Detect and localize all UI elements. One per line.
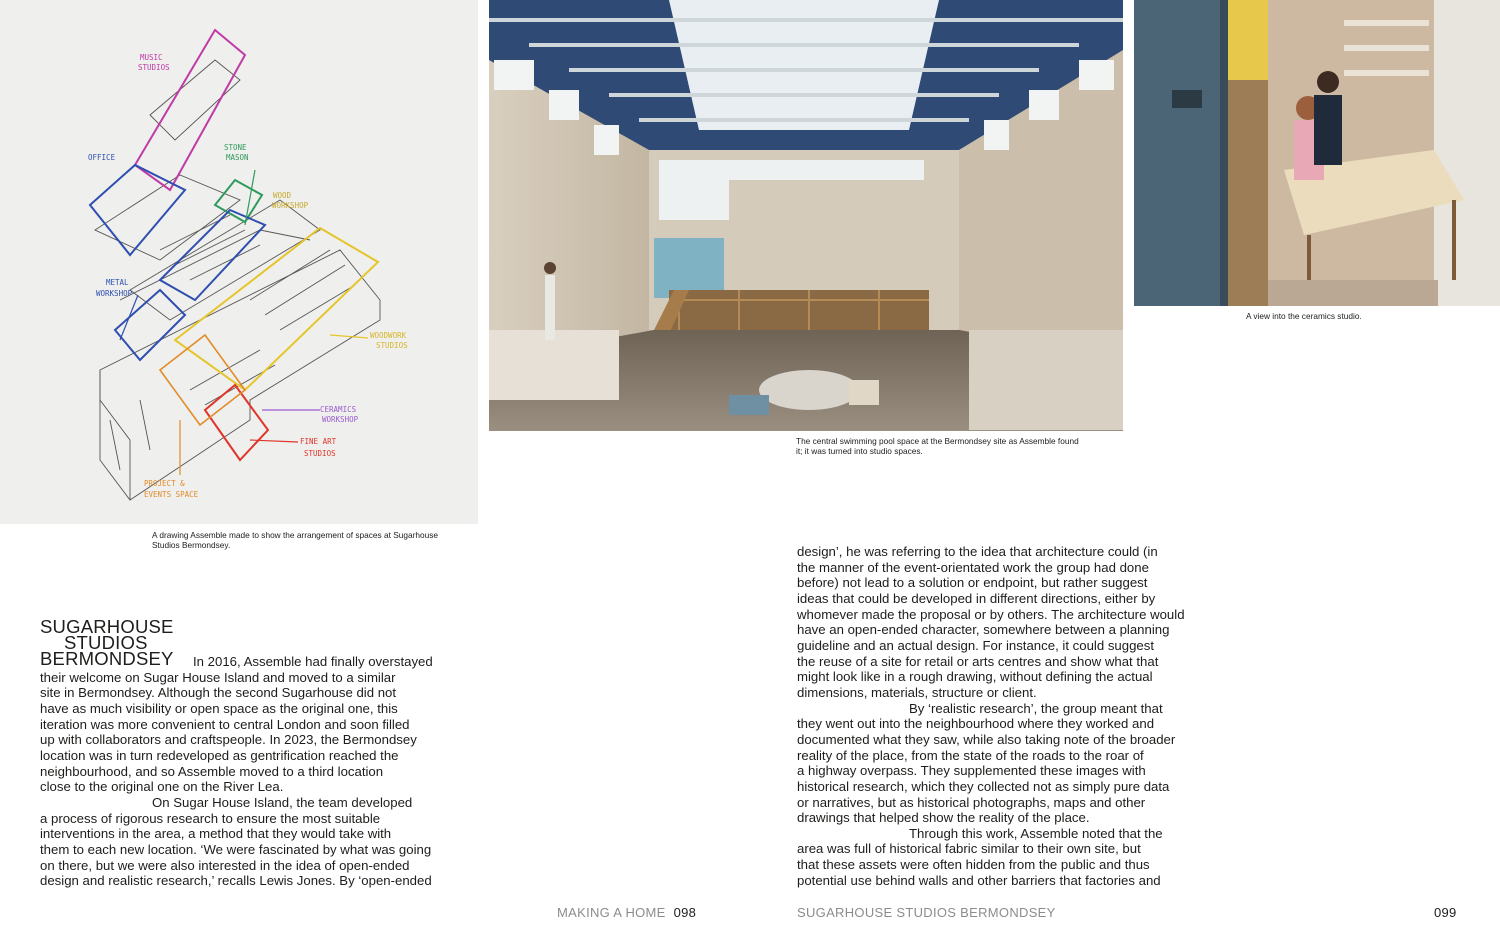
pool-hall-photo (489, 0, 1123, 431)
body-line: close to the original one on the River Lea. (40, 779, 284, 795)
label-woodwork: WOODWORK (370, 331, 407, 340)
drawing-caption-line-1: A drawing Assemble made to show the arrangement of spaces at Sugarhouse (152, 530, 438, 540)
body-line: dimensions, materials, structure or client. (797, 684, 1037, 700)
body-line: have as much visibility or open space as the original one, this (40, 700, 398, 716)
axonometric-drawing-svg (0, 0, 478, 524)
drawing-caption (152, 530, 438, 550)
body-line: historical research, which they collected not as simply pure data (797, 778, 1170, 794)
right-footer-section-wrap (797, 905, 1056, 920)
label-music: MUSIC (140, 53, 163, 62)
drawing-caption-line-2: Studios Bermondsey. (152, 540, 231, 550)
heading-line-2: STUDIOS (64, 632, 148, 653)
body-line: site in Bermondsey. Although the second Sugarhouse did not (40, 685, 397, 701)
body-line: interventions in the area, a method that they would take with (40, 826, 392, 842)
zone-woodwork (175, 228, 378, 390)
svg-text:WORKSHOP: WORKSHOP (272, 201, 309, 210)
body-line: they went out into the neighbourhood where they worked and (797, 716, 1155, 732)
body-line: By ‘realistic research’, the group meant that (909, 700, 1163, 716)
ceramics-caption: A view into the ceramics studio. (1246, 311, 1362, 321)
svg-text:MASON: MASON (226, 153, 249, 162)
pool-caption-line-2: it; it was turned into studio spaces. (796, 446, 923, 456)
body-line: up with collaborators and craftspeople. In 2023, the Bermondsey (40, 732, 417, 748)
left-body-text (40, 654, 480, 889)
body-line: design’, he was referring to the idea that architecture could (in (797, 544, 1158, 559)
label-metal: METAL (106, 278, 129, 287)
label-wood: WOOD (273, 191, 292, 200)
body-line: the reuse of a site for retail or arts centres and show what that (797, 653, 1159, 669)
body-line: design and realistic research,’ recalls Lewis Jones. By ‘open-ended (40, 873, 432, 889)
body-line: have an open-ended character, somewhere between a planning (797, 622, 1170, 638)
body-line: iteration was more convenient to central London and soon filled (40, 716, 410, 732)
svg-text:WORKSHOP: WORKSHOP (322, 415, 359, 424)
heading-line-3: BERMONDSEY (40, 648, 174, 669)
label-stone: STONE (224, 143, 247, 152)
body-line: a highway overpass. They supplemented these images with (797, 763, 1146, 779)
left-page-number: 098 (673, 905, 697, 920)
body-line: potential use behind walls and other barriers that factories and (797, 872, 1161, 888)
body-line: drawings that helped show the reality of the place. (797, 810, 1090, 826)
svg-text:WORKSHOP: WORKSHOP (96, 289, 133, 298)
body-line: a process of rigorous research to ensure the most suitable (40, 810, 381, 826)
right-page-number: 099 (1434, 905, 1457, 920)
body-line: reality of the place, from the state of the roads to the roar of (797, 747, 1144, 763)
body-line: their welcome on Sugar House Island and moved to a similar (40, 669, 396, 685)
pool-hall-photo-svg (489, 0, 1123, 431)
body-line: the manner of the event-orientated work the group had done (797, 559, 1149, 575)
body-line: might look like in a rough drawing, without defining the actual (797, 669, 1153, 685)
body-line: before) not lead to a solution or endpoint, but rather suggest (797, 575, 1148, 591)
label-ceramics: CERAMICS (320, 405, 357, 414)
label-project: PROJECT & (144, 479, 185, 488)
body-line: documented what they saw, while also taking note of the broader (797, 731, 1176, 747)
body-line: Through this work, Assemble noted that the (909, 825, 1163, 841)
right-body-text (797, 544, 1237, 888)
label-office: OFFICE (88, 153, 116, 162)
left-footer-section: MAKING A HOME (557, 905, 666, 920)
body-line: location was in turn redeveloped as gentrification reached the (40, 747, 399, 763)
svg-text:STUDIOS: STUDIOS (138, 63, 170, 72)
body-line: In 2016, Assemble had finally overstayed (193, 654, 433, 669)
svg-text:STUDIOS: STUDIOS (304, 449, 336, 458)
heading-line-1: SUGARHOUSE (40, 616, 174, 637)
body-line: or narratives, but as historical photographs, maps and other (797, 794, 1146, 810)
axonometric-drawing (0, 0, 478, 524)
body-line: them to each new location. ‘We were fascinated by what was going (40, 841, 432, 857)
zone-office (90, 165, 185, 255)
right-footer-section: SUGARHOUSE STUDIOS BERMONDSEY (797, 905, 1056, 920)
body-line: on there, but we were also interested in the idea of open-ended (40, 857, 410, 873)
label-fineart: FINE ART (300, 437, 337, 446)
body-line: ideas that could be developed in different directions, either by (797, 590, 1156, 606)
pool-caption-line-1: The central swimming pool space at the Bermondsey site as Assemble found (796, 436, 1079, 446)
body-line: area was full of historical fabric similar to their own site, but (797, 841, 1141, 857)
body-line: On Sugar House Island, the team developed (152, 794, 413, 810)
ceramics-studio-photo (1134, 0, 1500, 306)
left-footer (557, 905, 696, 920)
right-footer-page-wrap (1434, 905, 1457, 920)
svg-text:EVENTS SPACE: EVENTS SPACE (144, 490, 199, 499)
ceramics-studio-photo-svg (1134, 0, 1500, 306)
body-line: neighbourhood, and so Assemble moved to a third location (40, 763, 384, 779)
body-line: that these assets were often hidden from the public and thus (797, 857, 1150, 873)
body-line: guideline and an actual design. For instance, it could suggest (797, 637, 1155, 653)
svg-text:STUDIOS: STUDIOS (376, 341, 408, 350)
body-line: whomever made the proposal or by others. The architecture would (797, 606, 1185, 622)
pool-caption (796, 436, 1079, 456)
